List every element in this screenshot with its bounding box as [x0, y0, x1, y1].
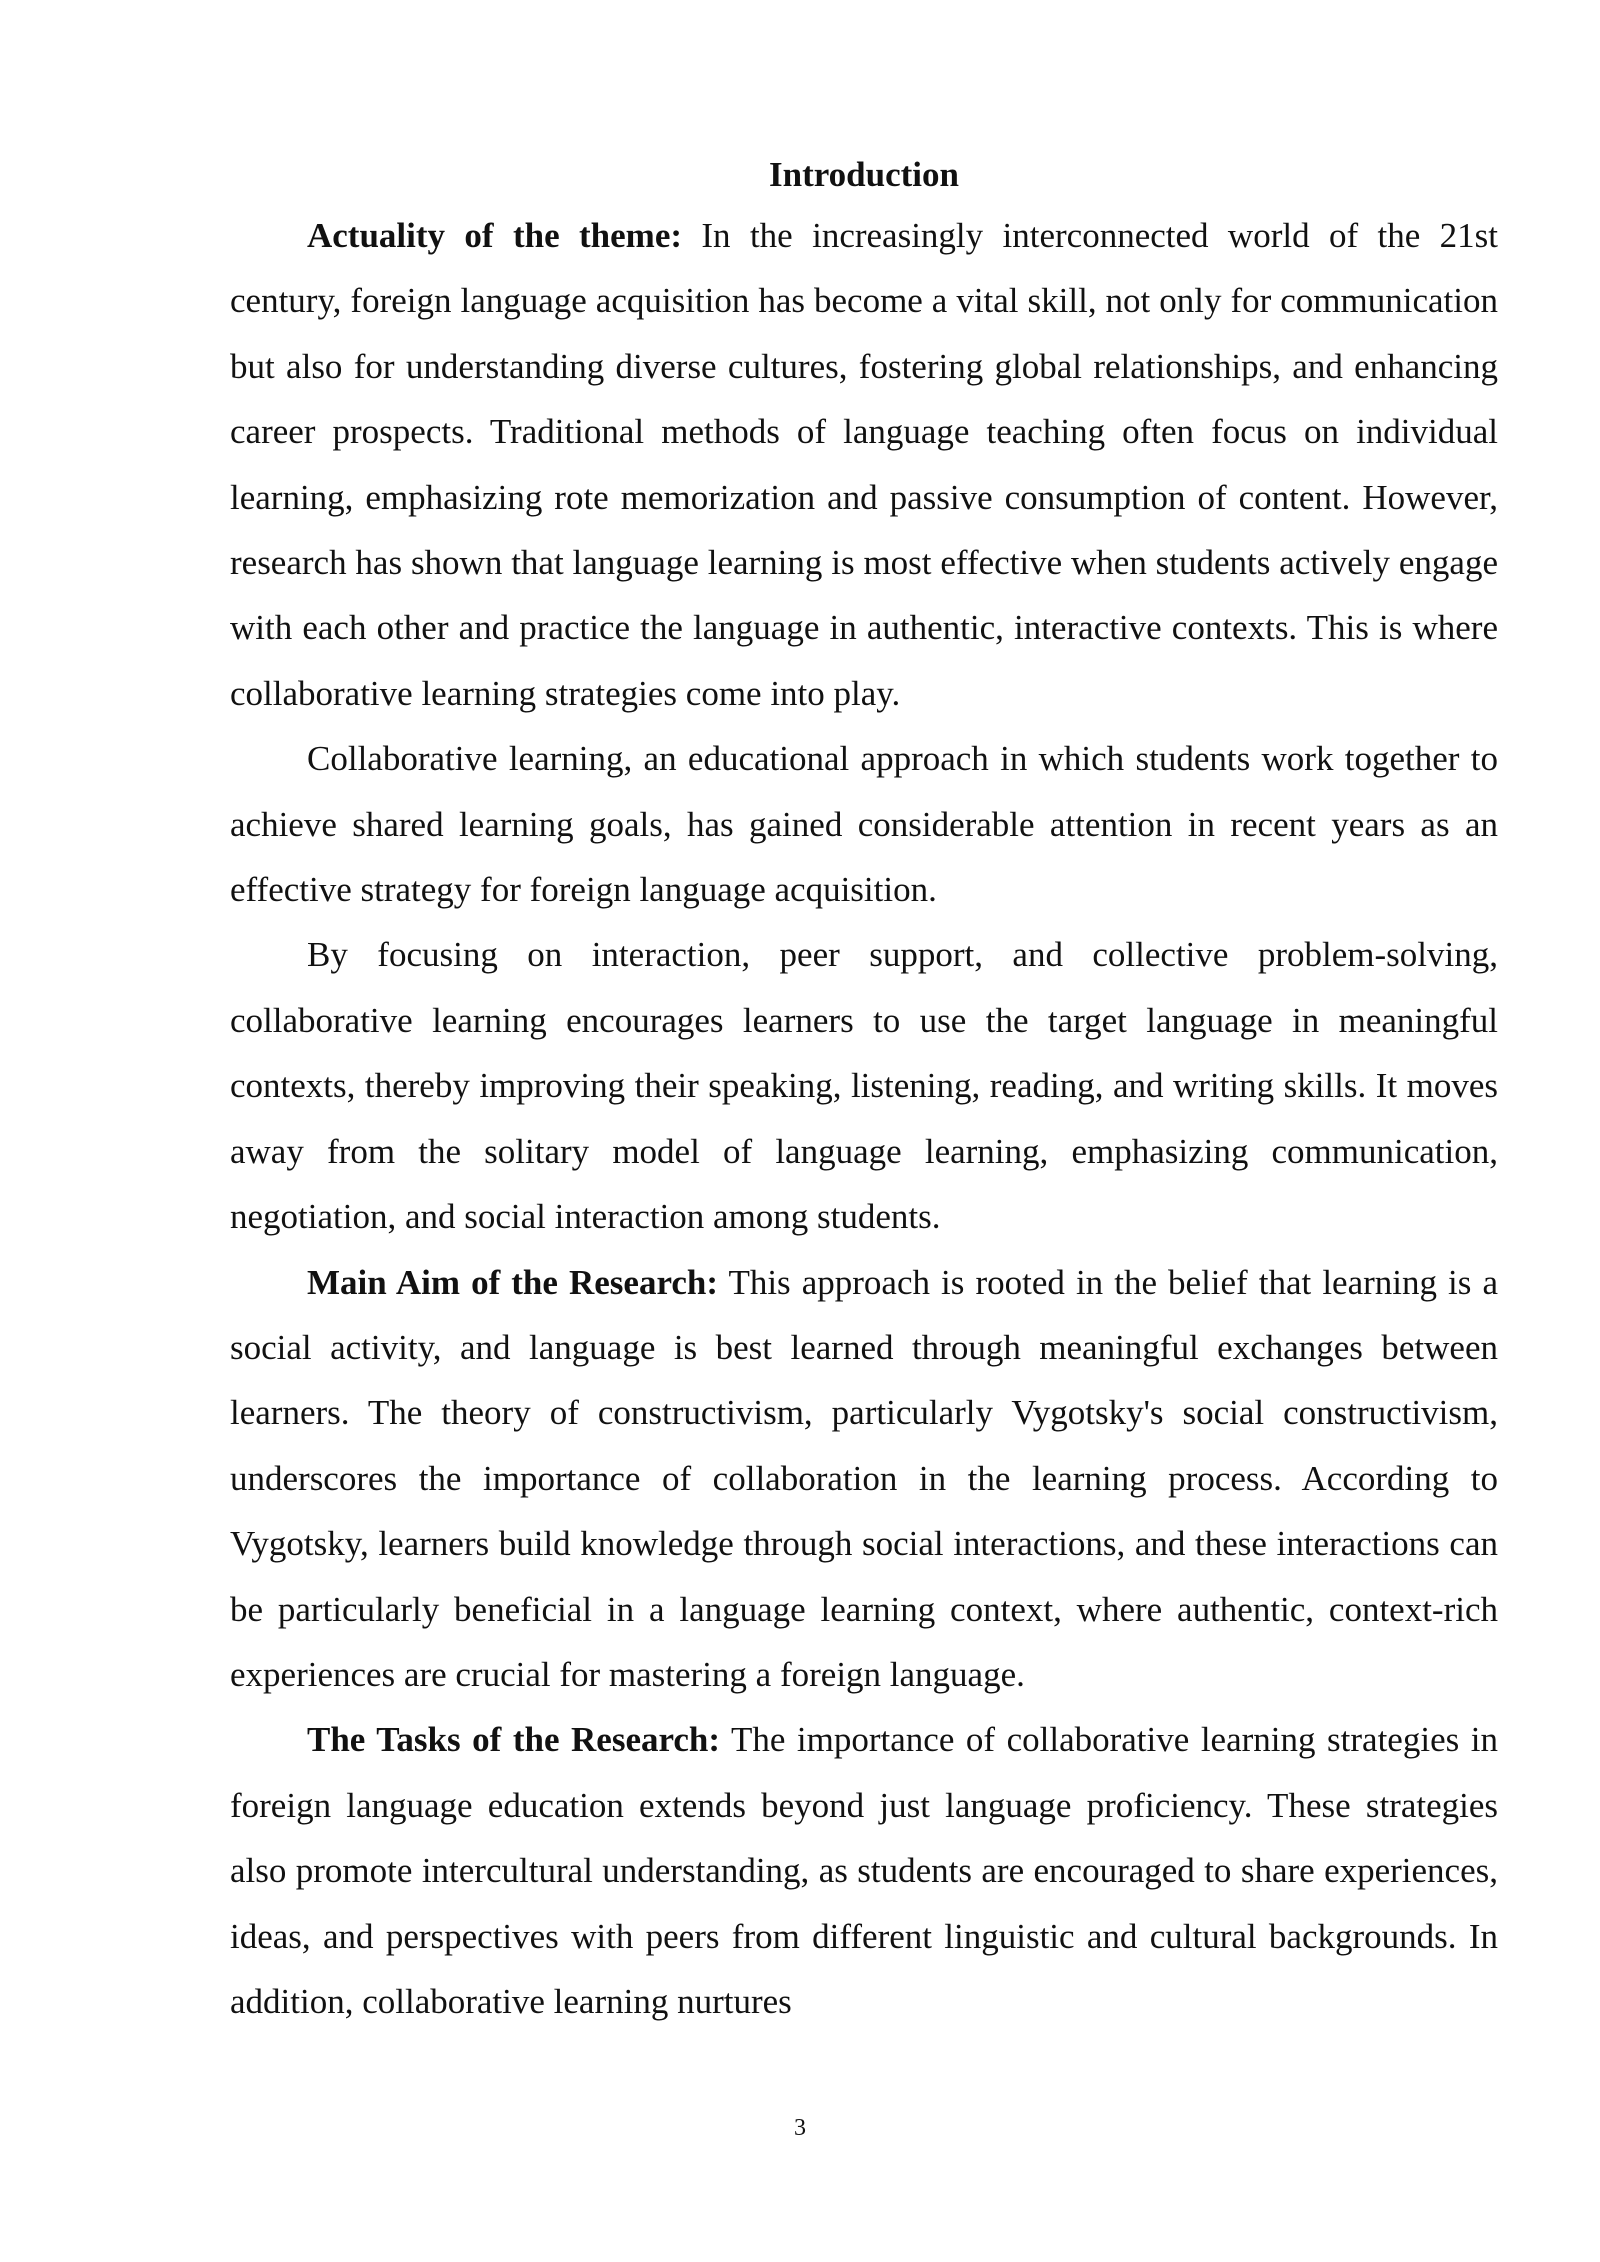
paragraph-text-tasks: The importance of collaborative learning strategies in foreign language education extends beyond just language proficiency. These strategies also promote intercultural understanding, as students are encouraged to share experiences, ideas, and perspectives with peers from different linguistic and cultural backgrounds. In addition, collaborative learning nurtures	[230, 1720, 1498, 2021]
paragraph-text-interaction: By focusing on interaction, peer support, and collective problem-solving, collaborative learning encourages learners to use the target language in meaningful contexts, thereby improving their speaking, listening, reading, and writing skills. It moves away from the solitary model of language learning, emphasizing communication, negotiation, and social interaction among students.	[230, 935, 1498, 1237]
paragraph-text-actuality: In the increasingly interconnected world of the 21st century, foreign language acquisition has become a vital skill, not only for communication but also for understanding diverse cultures, fostering global relationships, and enhancing career prospects. Traditional methods of language teaching often focus on individual learning, emphasizing rote memorization and passive consumption of content. However, research has shown that language learning is most effective when students actively engage with each other and practice the language in authentic, interactive contexts. This is where collaborative learning strategies come into play.	[230, 216, 1498, 713]
section-heading: Introduction	[769, 155, 959, 194]
document-body	[230, 147, 1498, 2034]
paragraph-collaborative-learning	[230, 726, 1498, 922]
paragraph-lead-actuality: Actuality of the theme:	[307, 216, 683, 255]
paragraph-interaction	[230, 922, 1498, 1249]
paragraph-lead-tasks: The Tasks of the Research:	[307, 1720, 721, 1760]
paragraph-text-collaborative-learning: Collaborative learning, an educational approach in which students work together to achieve shared learning goals, has gained considerable attention in recent years as an effective strategy for foreign language acquisition.	[230, 739, 1498, 910]
paragraph-text-main-aim: This approach is rooted in the belief that learning is a social activity, and language is best learned through meaningful exchanges between learners. The theory of constructivism, particularly Vygotsky's social constructivism, underscores the importance of collaboration in the learning process. According to Vygotsky, learners build knowledge through social interactions, and these interactions can be particularly beneficial in a language learning context, where authentic, context-rich experiences are crucial for mastering a foreign language.	[230, 1262, 1498, 1694]
paragraph-actuality	[230, 203, 1498, 726]
page-number: 3	[794, 2115, 806, 2141]
paragraph-lead-main-aim: Main Aim of the Research:	[307, 1262, 719, 1302]
paragraph-main-aim	[230, 1250, 1498, 1708]
paragraph-tasks	[230, 1707, 1498, 2034]
